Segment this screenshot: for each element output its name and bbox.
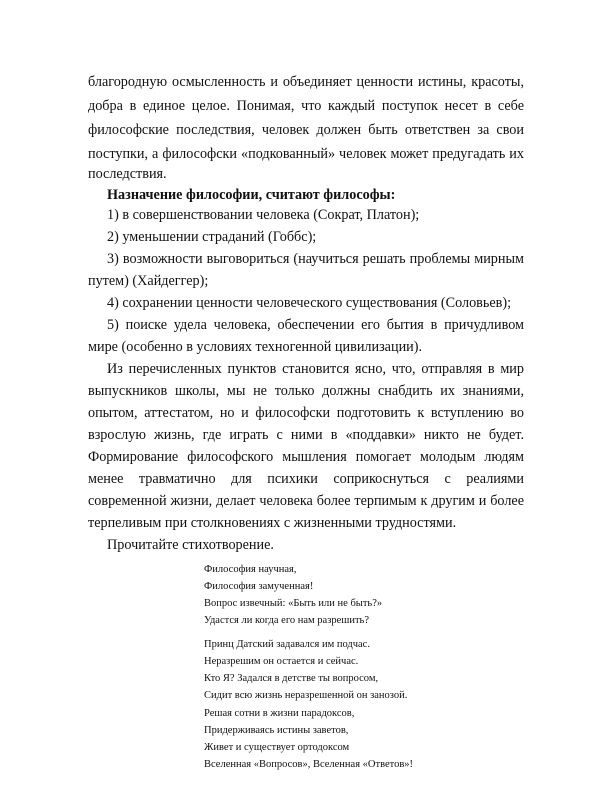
poem-line: Придерживаясь истины заветов, bbox=[204, 725, 349, 736]
intro-line-4: поступки, а философски «подкованный» человек может предугадать их bbox=[88, 146, 524, 162]
poem-line: Живет и существует ортодоксом bbox=[204, 742, 350, 753]
body-line-1: Из перечисленных пунктов становится ясно, что, отправляя в мир bbox=[107, 361, 524, 377]
poem-line: Неразрешим он остается и сейчас. bbox=[204, 656, 359, 667]
body-line-5: Формирование философского мышления помогает молодым людям bbox=[88, 449, 524, 465]
poem-line: Решая сотни в жизни парадоксов, bbox=[204, 708, 355, 719]
body-line-6: менее травматично для психики соприкоснуться с реалиями bbox=[88, 471, 524, 487]
poem-line: Сидит всю жизнь неразрешенной он занозой. bbox=[204, 690, 408, 701]
poem-line: Удастся ли когда его нам разрешить? bbox=[204, 615, 370, 626]
list-item-1: 1) в совершенствовании человека (Сократ, Платон); bbox=[107, 207, 420, 223]
list-item-4: 4) сохранении ценности человеческого существования (Соловьев); bbox=[107, 295, 512, 311]
poem-line: Вселенная «Вопросов», Вселенная «Ответов»! bbox=[204, 759, 414, 770]
section-heading: Назначение философии, считают философы: bbox=[107, 187, 396, 203]
poem-line: Кто Я? Задался в детстве ты вопросом, bbox=[204, 673, 379, 684]
intro-line-5: последствия. bbox=[88, 166, 167, 182]
list-item-5: 5) поиске удела человека, обеспечении его бытия в причудливом bbox=[107, 317, 524, 333]
poem-line: Вопрос извечный: «Быть или не быть?» bbox=[204, 598, 383, 609]
poem-prompt: Прочитайте стихотворение. bbox=[107, 537, 274, 553]
poem-line: Принц Датский задавался им подчас. bbox=[204, 639, 370, 650]
body-line-2: выпускников школы, мы не только должны снабдить их знаниями, bbox=[88, 383, 524, 399]
poem-line: Философия замученная! bbox=[204, 581, 314, 592]
body-line-7: современной жизни, делает человека более терпимым к другим и более bbox=[88, 493, 524, 509]
poem-line: Философия научная, bbox=[204, 564, 297, 575]
list-item-2: 2) уменьшении страданий (Гоббс); bbox=[107, 229, 317, 245]
body-line-4: взрослую жизнь, где играть с ними в «поддавки» никто не будет. bbox=[88, 427, 524, 443]
body-line-3: опытом, аттестатом, но и философски подготовить к вступлению во bbox=[88, 405, 524, 421]
intro-line-3: философские последствия, человек должен быть ответствен за свои bbox=[88, 122, 524, 138]
body-line-8: терпеливым при столкновениях с жизненными трудностями. bbox=[88, 515, 457, 531]
list-item-3: 3) возможности выговориться (научиться решать проблемы мирным bbox=[107, 251, 524, 267]
intro-line-2: добра в единое целое. Понимая, что каждый поступок несет в себе bbox=[88, 98, 524, 114]
intro-line-1: благородную осмысленность и объединяет ценности истины, красоты, bbox=[88, 74, 524, 90]
list-item-5-cont: мире (особенно в условиях техногенной цивилизации). bbox=[88, 339, 423, 355]
list-item-3-cont: путем) (Хайдеггер); bbox=[88, 273, 209, 289]
